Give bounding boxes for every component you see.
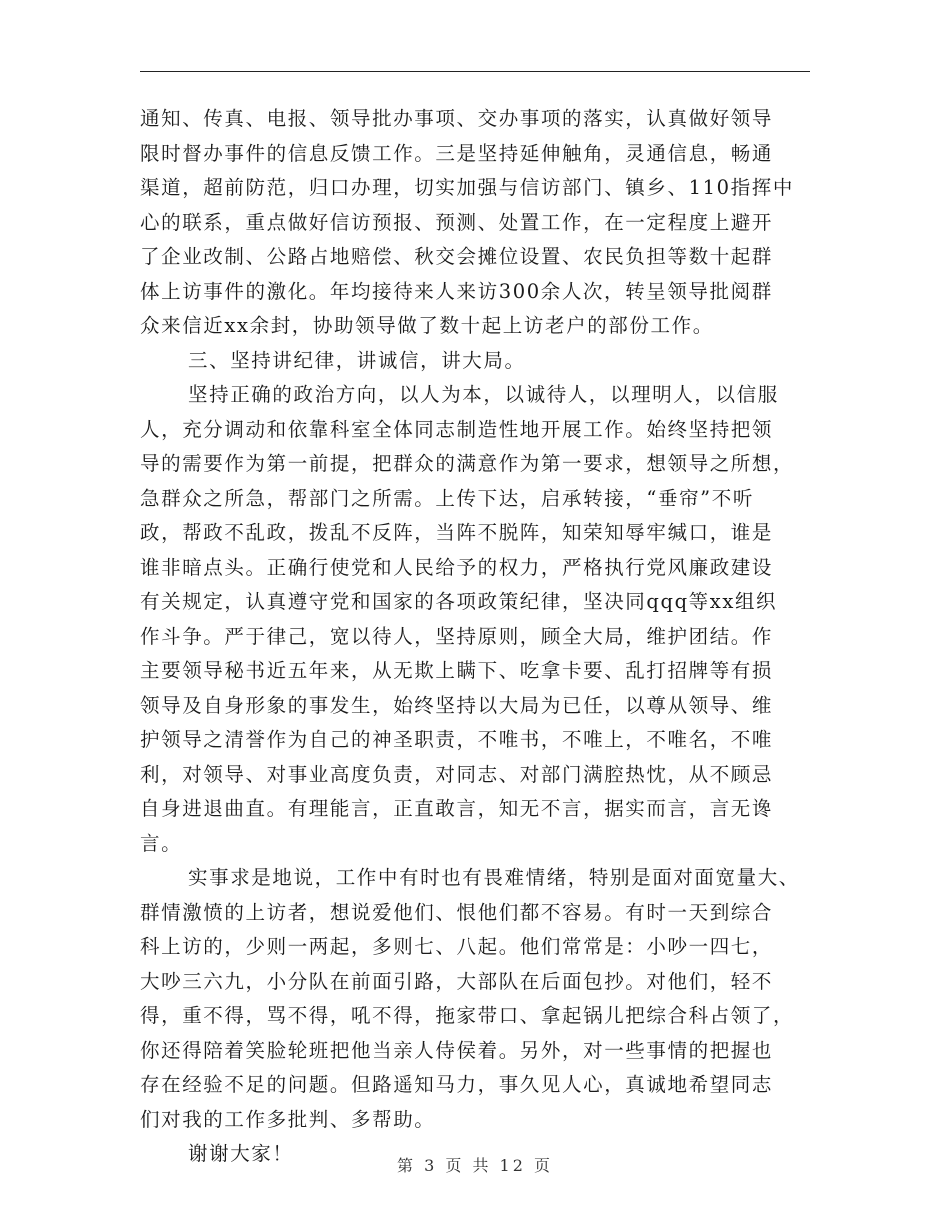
text-line: 心的联系，重点做好信访预报、预测、处置工作，在一定程度上避开 — [140, 210, 774, 234]
text-line: 政，帮政不乱政，拨乱不反阵，当阵不脱阵，知荣知辱牢缄口，谁是 — [140, 521, 774, 544]
text-line: 众来信近xx余封，协助领导做了数十起上访老户的部份工作。 — [140, 314, 714, 337]
text-line: 存在经验不足的问题。但路遥知马力，事久见人心，真诚地希望同志 — [140, 1073, 774, 1096]
text-line: 实事求是地说，工作中有时也有畏难情绪，特别是面对面宽量大、 — [188, 866, 800, 889]
text-line: 作斗争。严于律己，宽以待人，坚持原则，顾全大局，维护团结。作 — [140, 624, 774, 648]
text-line: 护领导之清誉作为自己的神圣职责，不唯书，不唯上，不唯名，不唯 — [140, 728, 774, 751]
text-line: 坚持正确的政治方向，以人为本，以诚待人，以理明人，以信服 — [188, 383, 779, 406]
document-body — [140, 102, 820, 1172]
text-line: 导的需要作为第一前提，把群众的满意作为第一要求，想领导之所想， — [140, 452, 795, 475]
text-line: 主要领导秘书近五年来，从无欺上瞒下、吃拿卡要、乱打招牌等有损 — [140, 659, 774, 682]
text-line: 谁非暗点头。正确行使党和人民给予的权力，严格执行党风廉政建设 — [140, 555, 774, 579]
text-line: 得，重不得，骂不得，吼不得，拖家带口、拿起锅儿把综合科占领了， — [140, 1004, 795, 1027]
text-line: 限时督办事件的信息反馈工作。三是坚持延伸触角，灵通信息，畅通 — [140, 141, 774, 165]
text-line: 们对我的工作多批判、多帮助。 — [140, 1107, 436, 1131]
text-line: 通知、传真、电报、领导批办事项、交办事项的落实，认真做好领导 — [140, 107, 774, 130]
text-line: 有关规定，认真遵守党和国家的各项政策纪律，坚决同qqq等xx组织 — [140, 590, 778, 613]
text-line: 领导及自身形象的事发生，始终坚持以大局为已任，以尊从领导、维 — [140, 693, 774, 717]
text-line: 你还得陪着笑脸轮班把他当亲人侍侯着。另外，对一些事情的把握也 — [140, 1038, 774, 1062]
text-line: 急群众之所急，帮部门之所需。上传下达，启承转接，“垂帘”不听 — [140, 486, 754, 510]
text-line: 渠道，超前防范，归口办理，切实加强与信访部门、镇乡、110指挥中 — [140, 176, 794, 199]
text-line: 自身进退曲直。有理能言，正直敢言，知无不言，据实而言，言无谗 — [140, 797, 774, 820]
text-line: 利，对领导、对事业高度负责，对同志、对部门满腔热忱，从不顾忌 — [140, 762, 774, 786]
text-line: 体上访事件的激化。年均接待来人来访300余人次，转呈领导批阅群 — [140, 279, 773, 303]
text-line: 群情激愤的上访者，想说爱他们、恨他们都不容易。有时一天到综合 — [140, 900, 774, 924]
text-line: 人，充分调动和依靠科室全体同志制造性地开展工作。始终坚持把领 — [140, 417, 774, 441]
text-line: 了企业改制、公路占地赔偿、秋交会摊位设置、农民负担等数十起群 — [140, 245, 774, 268]
closing-line: 谢谢大家！ — [188, 1142, 294, 1165]
text-line: 科上访的，少则一两起，多则七、八起。他们常常是：小吵一四七， — [140, 935, 774, 958]
header-rule — [140, 71, 810, 72]
text-line: 言。 — [140, 831, 183, 855]
text-line: 大吵三六九，小分队在前面引路，大部队在后面包抄。对他们，轻不 — [140, 969, 774, 993]
page-footer: 第 3 页 共 12 页 — [397, 1156, 553, 1175]
section-heading: 三、坚持讲纪律，讲诚信，讲大局。 — [188, 348, 526, 372]
